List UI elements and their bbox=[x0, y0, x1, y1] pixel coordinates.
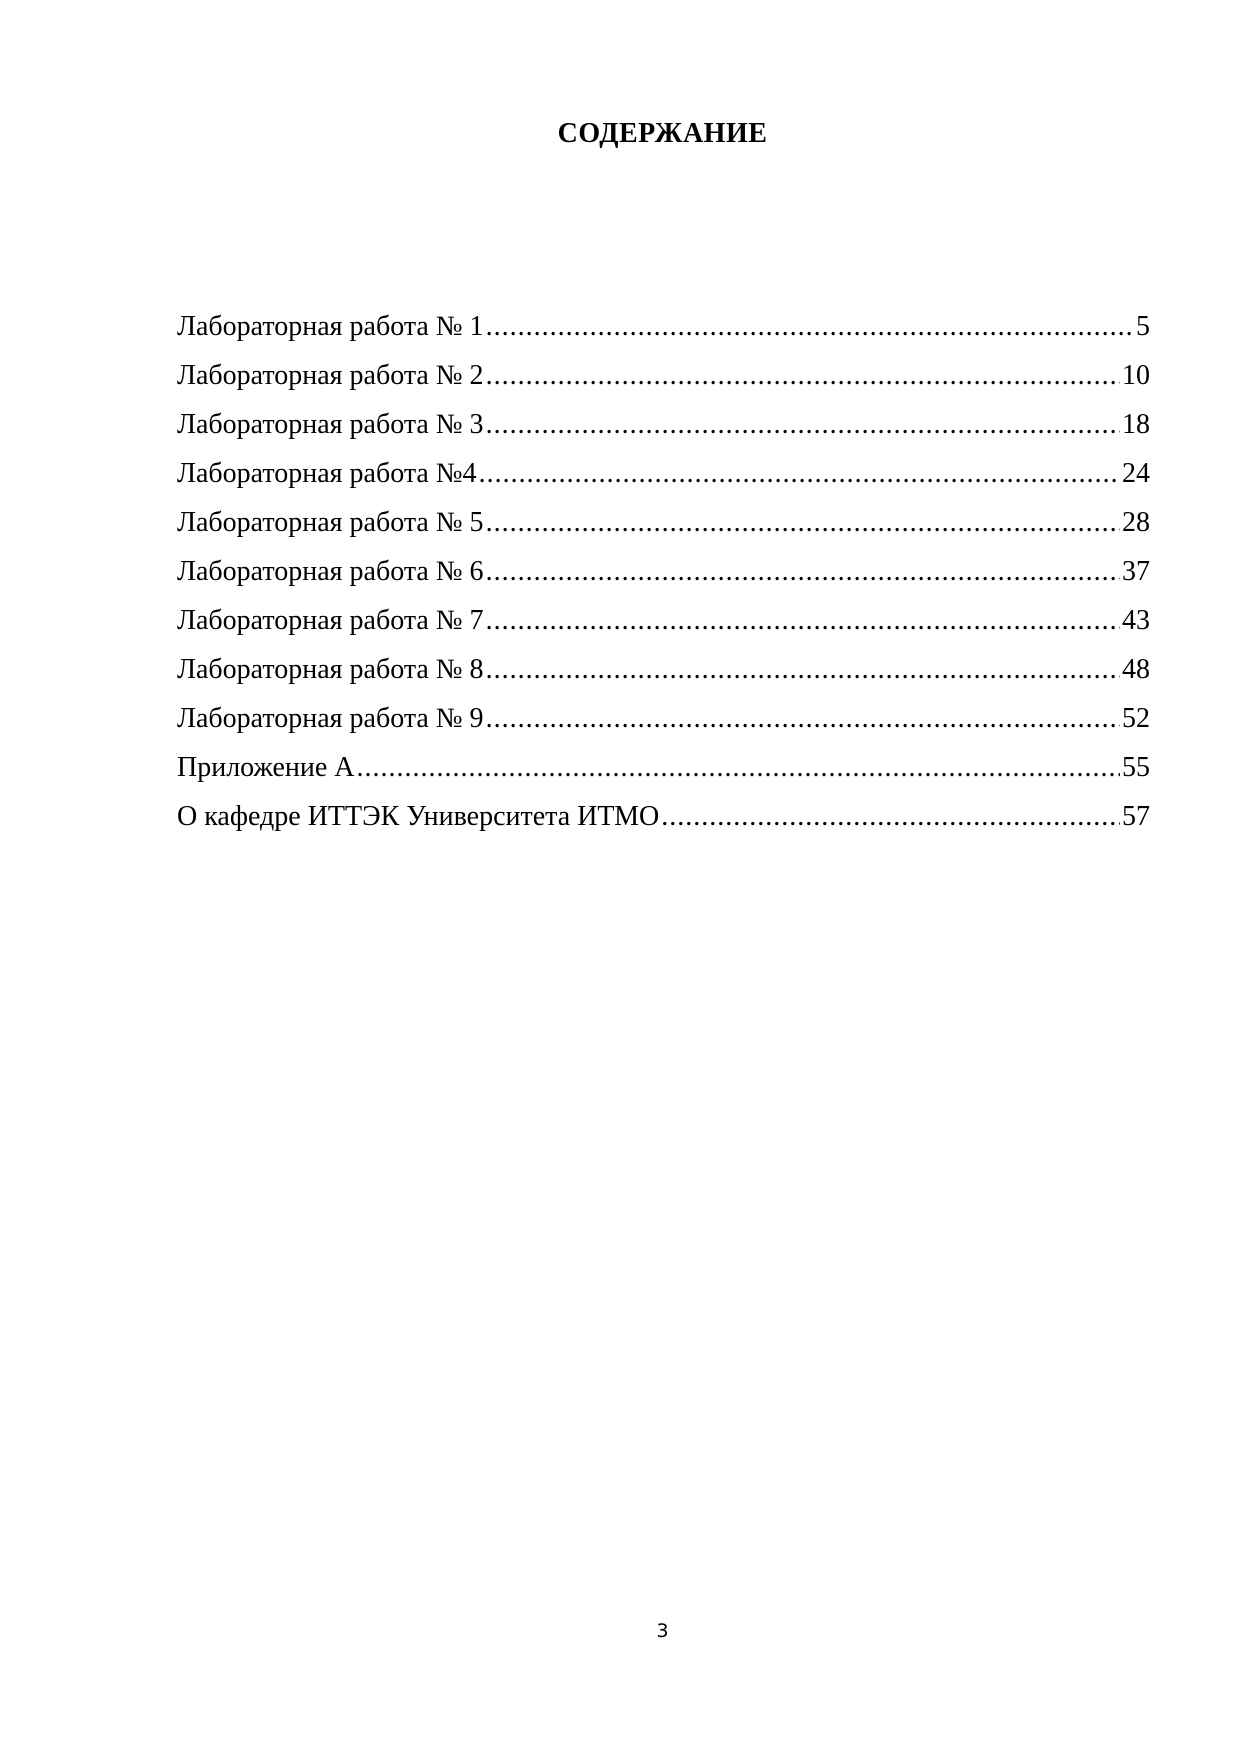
toc-entry-appendix-a[interactable] bbox=[177, 743, 1150, 792]
toc-entry-lab-4[interactable] bbox=[177, 449, 1150, 498]
toc-entry-label: Лабораторная работа № 2 bbox=[177, 360, 484, 391]
toc-entry-label: Лабораторная работа № 1 bbox=[177, 311, 484, 342]
page-title: СОДЕРЖАНИЕ bbox=[557, 118, 768, 149]
toc-entry-lab-1[interactable] bbox=[177, 302, 1150, 351]
toc-entry-page: 18 bbox=[1122, 409, 1150, 440]
toc-dot-leader bbox=[661, 792, 1120, 841]
toc-entry-page: 55 bbox=[1122, 752, 1150, 783]
toc-dot-leader bbox=[486, 547, 1120, 596]
toc-entry-page: 48 bbox=[1122, 654, 1150, 685]
page-number: 3 bbox=[656, 1620, 669, 1642]
toc-entry-about-department[interactable] bbox=[177, 792, 1150, 841]
toc-entry-label: Лабораторная работа № 8 bbox=[177, 654, 484, 685]
toc-entry-lab-5[interactable] bbox=[177, 498, 1150, 547]
toc-entry-label: Приложение А bbox=[177, 752, 355, 783]
toc-entry-label: Лабораторная работа № 6 bbox=[177, 556, 484, 587]
toc-entry-page: 24 bbox=[1122, 458, 1150, 489]
toc-entry-page: 28 bbox=[1122, 507, 1150, 538]
toc-entry-lab-7[interactable] bbox=[177, 596, 1150, 645]
toc-entry-lab-8[interactable] bbox=[177, 645, 1150, 694]
toc-entry-label: Лабораторная работа № 3 bbox=[177, 409, 484, 440]
table-of-contents bbox=[177, 302, 1150, 841]
toc-dot-leader bbox=[486, 498, 1120, 547]
toc-entry-label: Лабораторная работа №4 bbox=[177, 458, 477, 489]
toc-entry-lab-9[interactable] bbox=[177, 694, 1150, 743]
toc-entry-label: Лабораторная работа № 9 bbox=[177, 703, 484, 734]
toc-entry-page: 10 bbox=[1122, 360, 1150, 391]
toc-entry-page: 5 bbox=[1136, 311, 1150, 342]
toc-entry-label: О кафедре ИТТЭК Университета ИТМО bbox=[177, 801, 660, 832]
toc-dot-leader bbox=[486, 351, 1120, 400]
toc-entry-label: Лабораторная работа № 5 bbox=[177, 507, 484, 538]
toc-dot-leader bbox=[479, 449, 1120, 498]
toc-dot-leader bbox=[486, 645, 1120, 694]
toc-entry-label: Лабораторная работа № 7 bbox=[177, 605, 484, 636]
toc-dot-leader bbox=[486, 400, 1120, 449]
toc-entry-page: 43 bbox=[1122, 605, 1150, 636]
toc-entry-page: 57 bbox=[1122, 801, 1150, 832]
toc-entry-lab-6[interactable] bbox=[177, 547, 1150, 596]
toc-dot-leader bbox=[486, 302, 1134, 351]
toc-dot-leader bbox=[486, 694, 1120, 743]
toc-dot-leader bbox=[357, 743, 1120, 792]
toc-entry-lab-2[interactable] bbox=[177, 351, 1150, 400]
toc-entry-page: 37 bbox=[1122, 556, 1150, 587]
toc-entry-page: 52 bbox=[1122, 703, 1150, 734]
toc-dot-leader bbox=[486, 596, 1120, 645]
toc-entry-lab-3[interactable] bbox=[177, 400, 1150, 449]
